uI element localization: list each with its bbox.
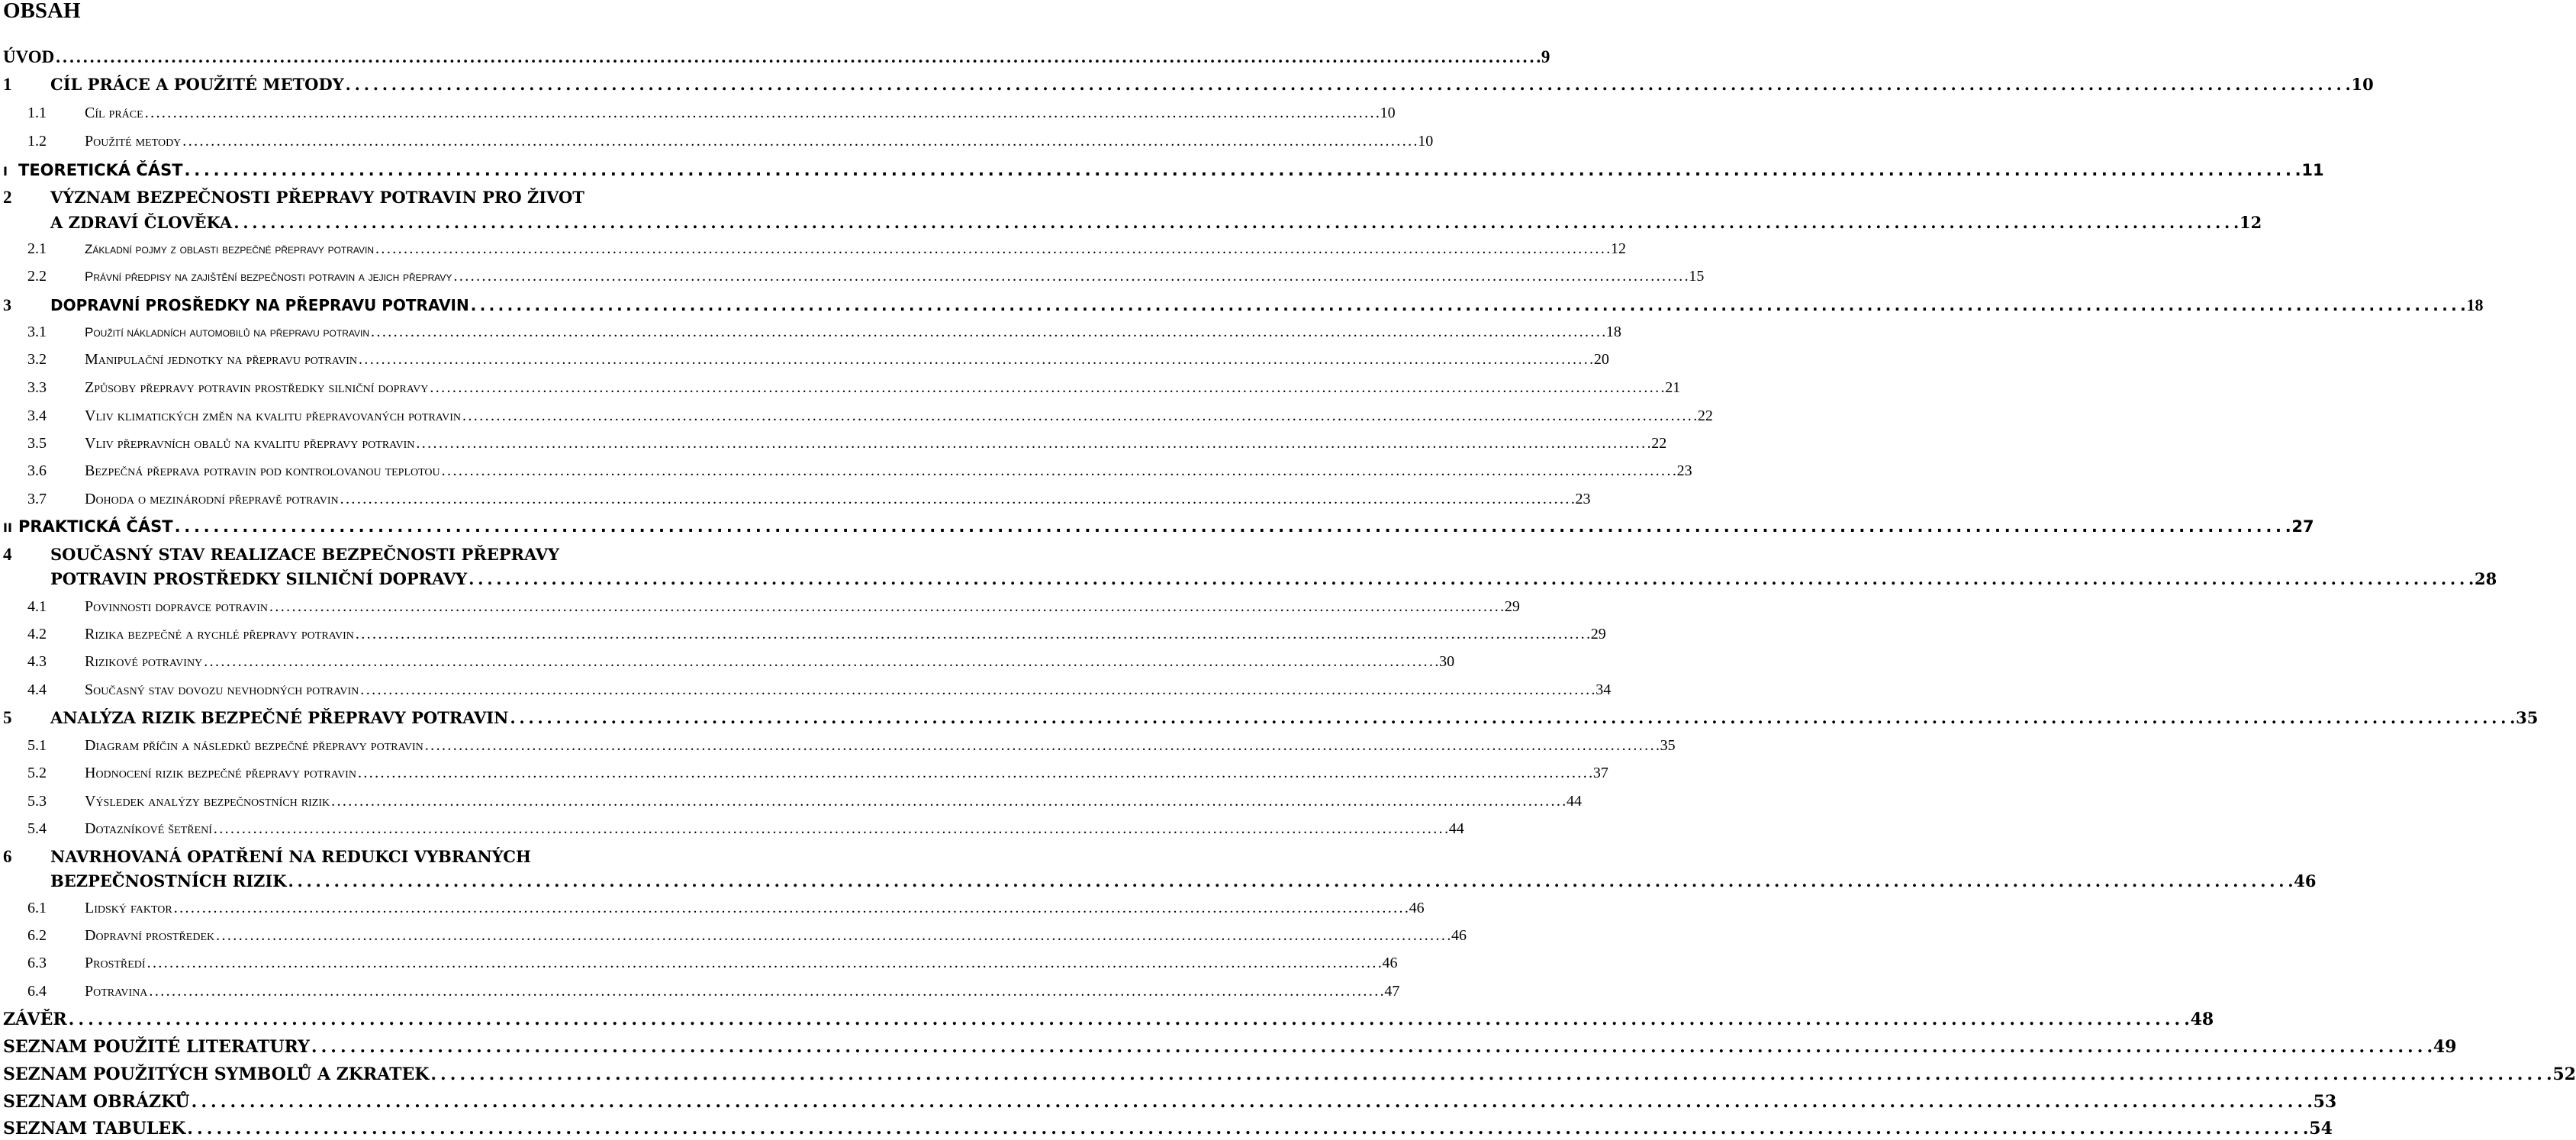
toc-page-number: 29 <box>1590 626 1606 642</box>
toc-entry-number: 3.6 <box>27 462 47 479</box>
toc-page-number: 54 <box>2309 1119 2333 1138</box>
toc-page-number: 47 <box>1384 983 1400 1000</box>
toc-entry-number: 2.2 <box>27 268 47 285</box>
toc-leader <box>340 491 1574 508</box>
toc-entry-title: ZÁVĚR <box>3 1010 67 1029</box>
toc-entry-title: Dotazníkové šetření <box>85 820 212 837</box>
toc-entry-title: Cíl práce <box>85 105 143 121</box>
toc-entry-chapter-4-continued[interactable] <box>50 569 2497 588</box>
toc-entry-section-3-7[interactable] <box>27 491 1591 508</box>
toc-heading: OBSAH <box>3 0 81 23</box>
toc-page-number: 29 <box>1504 598 1520 615</box>
toc-entry-title: ANALÝZA RIZIK BEZPEČNÉ PŘEPRAVY POTRAVIN <box>50 708 509 727</box>
toc-entry-section-3-5[interactable] <box>27 435 1667 452</box>
toc-leader <box>453 268 1687 285</box>
toc-entry-title: ÚVOD <box>3 47 55 66</box>
toc-page-number: 18 <box>1605 324 1621 340</box>
toc-entry-part-2[interactable] <box>3 517 2314 536</box>
toc-entry-title: A ZDRAVÍ ČLOVĚKA <box>50 213 233 232</box>
toc-entry-section-6-1[interactable] <box>27 900 1425 917</box>
toc-entry-number: 6.2 <box>27 927 47 944</box>
toc-page-number: 15 <box>1689 268 1705 285</box>
toc-leader <box>430 379 1663 397</box>
toc-leader <box>371 324 1605 341</box>
toc-entry-chapter-2-continued[interactable] <box>50 213 2262 232</box>
toc-entry-conclusion[interactable] <box>3 1010 2214 1029</box>
toc-entry-section-6-2[interactable] <box>27 927 1467 945</box>
toc-page-number: 10 <box>1380 105 1396 121</box>
toc-leader <box>358 765 1592 782</box>
toc-entry-title: SEZNAM OBRÁZKŮ <box>3 1092 190 1112</box>
toc-page-number: 9 <box>1541 47 1550 66</box>
toc-leader <box>356 626 1589 643</box>
toc-leader <box>182 133 1416 150</box>
toc-entry-title: Prostředí <box>85 955 146 971</box>
toc-leader <box>187 1119 2307 1138</box>
toc-entry-number: 3.2 <box>27 351 47 368</box>
toc-entry-number: 1.2 <box>27 133 47 150</box>
toc-entry-number: 5.3 <box>27 793 47 810</box>
toc-entry-section-5-2[interactable] <box>27 765 1608 782</box>
toc-page-number: 10 <box>2351 75 2374 94</box>
toc-page-number: 18 <box>2466 295 2484 314</box>
toc-entry-section-3-3[interactable] <box>27 379 1681 397</box>
toc-entry-section-6-3[interactable] <box>27 955 1398 972</box>
toc-leader <box>185 161 2301 179</box>
toc-entry-number: 6.1 <box>27 900 47 916</box>
toc-entry-chapter-6-continued[interactable] <box>50 871 2317 890</box>
toc-page-number: 46 <box>2294 871 2317 890</box>
toc-page-number: 46 <box>1451 927 1467 944</box>
toc-entry-title: SEZNAM POUŽITÝCH SYMBOLŮ A ZKRATEK <box>3 1064 430 1084</box>
toc-entry-title: Dopravní prostředek <box>85 927 215 944</box>
toc-page-number: 11 <box>2301 161 2324 179</box>
toc-entry-title: Povinnosti dopravce potravin <box>85 598 268 615</box>
toc-page-number: 35 <box>1660 737 1676 754</box>
toc-page-number: 12 <box>2240 213 2262 232</box>
toc-entry-title: CÍL PRÁCE A POUŽITÉ METODY <box>50 75 344 94</box>
toc-entry-title: PRAKTICKÁ ČÁST <box>18 517 173 536</box>
toc-entry-title: TEORETICKÁ ČÁST <box>18 161 183 179</box>
toc-entry-title: SEZNAM POUŽITÉ LITERATURY <box>3 1037 310 1057</box>
toc-page-number: 20 <box>1593 351 1609 368</box>
toc-page-number: 27 <box>2291 517 2314 536</box>
toc-page-number: 12 <box>1610 240 1626 257</box>
toc-entry-intro[interactable] <box>3 47 1550 67</box>
toc-entry-number: 1.1 <box>27 105 47 121</box>
toc-entry-title: Rizikové potraviny <box>85 653 203 670</box>
toc-page-number: 10 <box>1418 133 1434 150</box>
toc-entry-section-6-4[interactable] <box>27 983 1400 1000</box>
toc-leader <box>192 1092 2312 1112</box>
toc-entry-number: 3.4 <box>27 407 47 424</box>
toc-entry-number: 5.4 <box>27 820 47 837</box>
toc-entry-number: I <box>3 164 8 179</box>
toc-leader <box>360 681 1594 699</box>
toc-page-number: 46 <box>1409 900 1425 916</box>
toc-entry-section-3-4[interactable] <box>27 407 1713 425</box>
toc-leader <box>359 351 1592 369</box>
toc-entry-part-1[interactable] <box>3 161 2324 179</box>
toc-entry-title: Lidský faktor <box>85 900 172 916</box>
toc-leader <box>145 105 1379 122</box>
toc-leader <box>174 900 1408 917</box>
toc-entry-title: DOPRAVNÍ PROSŘEDKY NA PŘEPRAVU POTRAVIN <box>50 296 469 314</box>
toc-entry-chapter-1[interactable] <box>3 75 2374 95</box>
toc-leader <box>149 983 1383 1000</box>
toc-entry-title: Potravina <box>85 983 148 1000</box>
toc-entry-title: Diagram příčin a následků bezpečné přepravy potravin <box>85 737 423 754</box>
toc-entry-number: 2.1 <box>27 240 47 257</box>
toc-entry-title: VÝZNAM BEZPEČNOSTI PŘEPRAVY POTRAVIN PRO ŽIVOT <box>50 188 584 207</box>
toc-entry-chapter-6[interactable] <box>3 847 729 867</box>
toc-leader <box>288 871 2292 890</box>
toc-entry-abbreviations[interactable] <box>3 1064 2576 1084</box>
toc-leader <box>214 820 1447 838</box>
toc-entry-number: 3.7 <box>27 491 47 507</box>
toc-entry-section-3-1[interactable] <box>27 324 1621 341</box>
toc-entry-number: 4.4 <box>27 681 47 698</box>
toc-entry-number: 4.1 <box>27 598 47 615</box>
toc-leader <box>430 1064 2551 1084</box>
toc-entry-title: Použití nákladních automobilů na přepravu potravin <box>85 325 370 340</box>
toc-entry-title: Vliv klimatických změn na kvalitu přepravovaných potravin <box>85 407 461 424</box>
toc-entry-number: 2 <box>3 188 12 207</box>
toc-leader <box>346 75 2350 94</box>
toc-entry-number: 5.2 <box>27 765 47 781</box>
toc-leader <box>204 653 1438 671</box>
toc-page-number: 44 <box>1448 820 1464 837</box>
toc-entry-number: 3.3 <box>27 379 47 396</box>
toc-entry-title: Manipulační jednotky na přepravu potravin <box>85 351 357 368</box>
toc-entry-section-2-2[interactable] <box>27 268 1705 285</box>
toc-entry-section-4-2[interactable] <box>27 626 1606 643</box>
toc-leader <box>442 462 1676 480</box>
toc-entry-section-3-2[interactable] <box>27 351 1609 369</box>
toc-page-number: 53 <box>2313 1092 2337 1112</box>
toc-leader <box>269 598 1503 616</box>
toc-entry-tables[interactable] <box>3 1119 2333 1138</box>
toc-entry-title: BEZPEČNOSTNÍCH RIZIK <box>50 871 287 890</box>
toc-entry-chapter-4[interactable] <box>3 545 729 565</box>
toc-page-number: 22 <box>1697 407 1713 424</box>
toc-entry-section-1-1[interactable] <box>27 105 1396 122</box>
toc-page-number: 35 <box>2516 708 2539 727</box>
toc-entry-title: Právní předpisy na zajištění bezpečnosti potravin a jejich přepravy <box>85 269 452 284</box>
toc-entry-chapter-2[interactable] <box>3 188 729 208</box>
toc-entry-title: Současný stav dovozu nevhodných potravin <box>85 681 359 698</box>
toc-page-number: 49 <box>2433 1037 2457 1057</box>
toc-entry-section-5-1[interactable] <box>27 737 1676 755</box>
toc-entry-chapter-3[interactable] <box>3 295 2484 315</box>
toc-entry-title: Základní pojmy z oblasti bezpečné přepravy potravin <box>85 242 375 256</box>
toc-entry-bibliography[interactable] <box>3 1037 2457 1057</box>
toc-entry-number: II <box>3 520 12 535</box>
toc-page-number: 34 <box>1596 681 1612 698</box>
toc-entry-number: 5.1 <box>27 737 47 754</box>
toc-entry-number: 3.5 <box>27 435 47 452</box>
toc-leader <box>416 435 1650 452</box>
toc-page-number: 21 <box>1665 379 1681 396</box>
toc-entry-section-2-1[interactable] <box>27 240 1626 258</box>
toc-entry-section-4-3[interactable] <box>27 653 1455 671</box>
toc-entry-title: NAVRHOVANÁ OPATŘENÍ NA REDUKCI VYBRANÝCH <box>50 847 531 866</box>
toc-entry-title: Použité metody <box>85 133 182 150</box>
toc-entry-title: Bezpečná přeprava potravin pod kontrolovanou teplotou <box>85 462 440 479</box>
toc-entry-title: POTRAVIN PROSTŘEDKY SILNIČNÍ DOPRAVY <box>50 569 468 588</box>
toc-leader <box>233 213 2238 232</box>
toc-leader <box>425 737 1659 755</box>
toc-page-number: 28 <box>2474 569 2497 588</box>
toc-page-number: 52 <box>2552 1064 2576 1084</box>
toc-leader <box>69 1010 2189 1029</box>
toc-leader <box>175 517 2291 536</box>
toc-page-number: 48 <box>2190 1010 2214 1029</box>
toc-page-number: 30 <box>1439 653 1455 670</box>
toc-leader <box>375 240 1609 258</box>
toc-entry-number: 6.3 <box>27 955 47 971</box>
toc-page-number: 46 <box>1382 955 1398 971</box>
toc-leader <box>331 793 1565 810</box>
toc-entry-number: 4.3 <box>27 653 47 670</box>
toc-entry-number: 3 <box>3 295 11 314</box>
toc-entry-chapter-5[interactable] <box>3 708 2539 728</box>
toc-page-number: 22 <box>1651 435 1667 452</box>
toc-entry-number: 3.1 <box>27 324 47 340</box>
toc-entry-section-4-4[interactable] <box>27 681 1612 699</box>
toc-entry-title: Výsledek analýzy bezpečnostních rizik <box>85 793 330 810</box>
toc-entry-section-5-3[interactable] <box>27 793 1582 810</box>
toc-leader <box>216 927 1450 945</box>
toc-entry-number: 6 <box>3 847 12 866</box>
toc-entry-section-3-6[interactable] <box>27 462 1692 480</box>
toc-entry-number: 4 <box>3 545 12 564</box>
toc-leader <box>471 296 2465 314</box>
toc-entry-section-1-2[interactable] <box>27 133 1434 150</box>
toc-entry-section-4-1[interactable] <box>27 598 1520 616</box>
toc-leader <box>462 407 1696 425</box>
toc-entry-title: Rizika bezpečné a rychlé přepravy potravin <box>85 626 354 642</box>
toc-entry-figures[interactable] <box>3 1092 2337 1112</box>
toc-entry-title: Vliv přepravních obalů na kvalitu přepravy potravin <box>85 435 415 452</box>
toc-entry-title: SEZNAM TABULEK <box>3 1119 186 1138</box>
toc-entry-number: 5 <box>3 708 12 727</box>
toc-entry-number: 4.2 <box>27 626 47 642</box>
toc-entry-title: Dohoda o mezinárodní přepravě potravin <box>85 491 339 507</box>
toc-entry-number: 1 <box>3 75 12 94</box>
toc-entry-number: 6.4 <box>27 983 47 1000</box>
toc-leader <box>510 708 2514 727</box>
toc-entry-section-5-4[interactable] <box>27 820 1464 838</box>
toc-entry-title: SOUČASNÝ STAV REALIZACE BEZPEČNOSTI PŘEPRAVY <box>50 545 560 564</box>
toc-entry-title: Způsoby přepravy potravin prostředky silniční dopravy <box>85 379 429 396</box>
toc-leader <box>311 1037 2432 1057</box>
toc-page-number: 23 <box>1676 462 1692 479</box>
toc-page-number: 23 <box>1575 491 1591 507</box>
toc-leader <box>147 955 1381 972</box>
toc-entry-title: Hodnocení rizik bezpečné přepravy potravin <box>85 765 356 781</box>
toc-page-number: 44 <box>1567 793 1582 810</box>
toc-leader <box>56 47 1540 67</box>
toc-page-number: 37 <box>1592 765 1608 781</box>
toc-leader <box>469 569 2473 588</box>
